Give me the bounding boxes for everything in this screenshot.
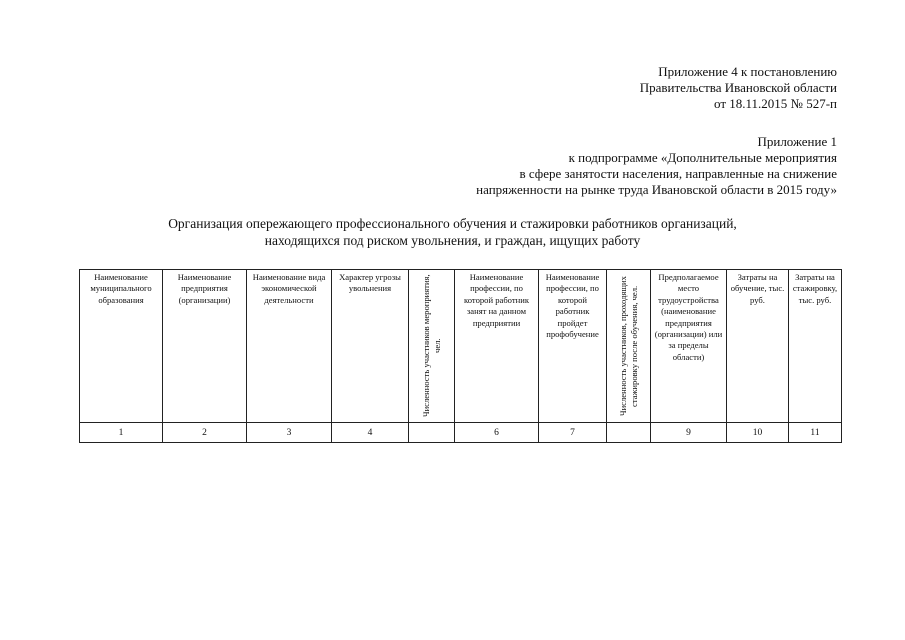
column-number: 10 bbox=[727, 423, 789, 443]
column-number: 9 bbox=[651, 423, 727, 443]
column-number bbox=[607, 423, 651, 443]
annex1-line: к подпрограмме «Дополнительные мероприятия bbox=[568, 150, 837, 165]
document-title bbox=[0, 215, 905, 249]
annex1-line: Приложение 1 bbox=[757, 134, 837, 149]
annex4-line: Правительства Ивановской области bbox=[639, 80, 837, 95]
title-line: находящихся под риском увольнения, и граждан, ищущих работу bbox=[264, 233, 641, 248]
annex1-line: в сфере занятости населения, направленные на снижение bbox=[519, 166, 837, 181]
column-header: Наименование предприятия (организации) bbox=[163, 270, 247, 423]
column-header: Затраты на стажировку, тыс. руб. bbox=[789, 270, 842, 423]
column-number: 4 bbox=[332, 423, 409, 443]
annex1-header bbox=[476, 134, 837, 198]
column-header-vertical bbox=[607, 270, 651, 423]
column-number: 7 bbox=[539, 423, 607, 443]
table-header-row bbox=[80, 270, 842, 423]
column-header-text: Численность участников, проходящих стажировку после обучения, чел. bbox=[617, 276, 639, 416]
annex4-header bbox=[640, 64, 837, 112]
column-header: Наименование профессии, по которой работник занят на данном предприятии bbox=[455, 270, 539, 423]
column-number: 3 bbox=[247, 423, 332, 443]
column-header-vertical bbox=[409, 270, 455, 423]
column-number bbox=[409, 423, 455, 443]
column-header: Предполагаемое место трудоустройства (наименование предприятия (организации) или за пределы области) bbox=[651, 270, 727, 423]
column-number: 11 bbox=[789, 423, 842, 443]
column-header: Наименование вида экономической деятельности bbox=[247, 270, 332, 423]
column-number: 6 bbox=[455, 423, 539, 443]
column-number-row bbox=[80, 423, 842, 443]
data-table bbox=[79, 269, 842, 443]
column-number: 1 bbox=[80, 423, 163, 443]
column-header: Наименование муниципального образования bbox=[80, 270, 163, 423]
annex4-line: от 18.11.2015 № 527-п bbox=[714, 96, 837, 111]
column-header: Наименование профессии, по которой работник пройдет профобучение bbox=[539, 270, 607, 423]
column-header: Затраты на обучение, тыс. руб. bbox=[727, 270, 789, 423]
column-header-text: Численность участников мероприятия, чел. bbox=[420, 274, 442, 418]
title-line: Организация опережающего профессионального обучения и стажировки работников организаций, bbox=[168, 216, 737, 231]
annex1-line: напряженности на рынке труда Ивановской области в 2015 году» bbox=[476, 182, 837, 197]
annex4-line: Приложение 4 к постановлению bbox=[658, 64, 837, 79]
column-number: 2 bbox=[163, 423, 247, 443]
column-header: Характер угрозы увольнения bbox=[332, 270, 409, 423]
